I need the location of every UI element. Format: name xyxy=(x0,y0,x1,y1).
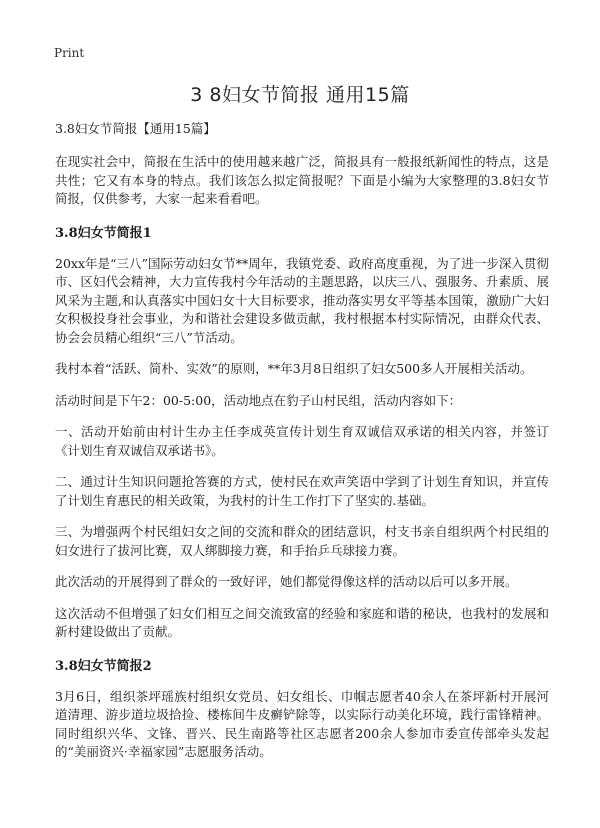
paragraph: 二、通过计生知识问题抢答赛的方式，使村民在欢声笑语中学到了计划生育知识，并宣传了计划生育惠民的相关政策，为我村的计生工作打下了坚实的.基础。 xyxy=(55,474,549,508)
paragraph: 活动时间是下午2：00-5:00，活动地点在豹子山村民组，活动内容如下： xyxy=(55,392,462,408)
paragraph: 三、为增强两个村民组妇女之间的交流和群众的团结意识，村支书亲自组织两个村民组的妇女进行了拔河比赛，双人绑脚接力赛，和手抬乒乓球接力赛。 xyxy=(55,524,549,558)
section-heading: 3.8妇女节简报1 xyxy=(55,225,152,241)
document-body xyxy=(55,120,549,775)
document-subtitle: 3.8妇女节简报【通用15篇】 xyxy=(55,121,216,136)
paragraph: 此次活动的开展得到了群众的一致好评，她们都觉得像这样的活动以后可以多开展。 xyxy=(55,574,518,589)
paragraph: 20xx年是“三八”国际劳动妇女节**周年，我镇党委、政府高度重视，为了进一步深入贯彻市、区妇代会精神，大力宣传我村今年活动的主题思路，以庆三八、强服务、升素质、展风采为主题,和认真落实中国妇女十大目标要求，推动落实男女平等基本国策，激励广大妇女积极投身社会事业，为和谐社会建设多做贡献，我村根据本村实际情况，由群众代表、协会会员精心组织“三八”节活动。 xyxy=(55,255,549,345)
print-label: Print xyxy=(54,46,85,60)
paragraph: 这次活动不但增强了妇女们相互之间交流致富的经验和家庭和谐的秘诀，也我村的发展和新村建设做出了贡献。 xyxy=(55,605,549,639)
paragraph: 我村本着“活跃、简朴、实效”的原则，**年3月8日组织了妇女500多人开展相关活动。 xyxy=(55,361,533,376)
page-title: 3 8妇女节简报 通用15篇 xyxy=(190,84,410,106)
intro-paragraph: 在现实社会中，简报在生活中的使用越来越广泛，简报具有一般报纸新闻性的特点，这是共性；它又有本身的特点。我们该怎么拟定简报呢？下面是小编为大家整理的3.8妇女节简报，仅供参考，大家一起来看看吧。 xyxy=(55,154,549,206)
section-heading: 3.8妇女节简报2 xyxy=(55,658,152,674)
paragraph: 一、活动开始前由村计生办主任李成英宣传计划生育双诚信双承诺的相关内容，并签订《计划生育双诚信双承诺书》。 xyxy=(55,424,549,458)
paragraph: 3月6日，组织茶坪瑶族村组织女党员、妇女组长、巾帼志愿者40余人在茶坪新村开展河道清理、游步道垃圾拾捡、楼栋间牛皮癣铲除等，以实际行动美化环境，践行雷锋精神。同时组织兴华、文锋、晋兴、民生南路等社区志愿者200余人参加市委宣传部牵头发起的“美丽资兴·幸福家园”志愿服务活动。 xyxy=(55,688,549,759)
